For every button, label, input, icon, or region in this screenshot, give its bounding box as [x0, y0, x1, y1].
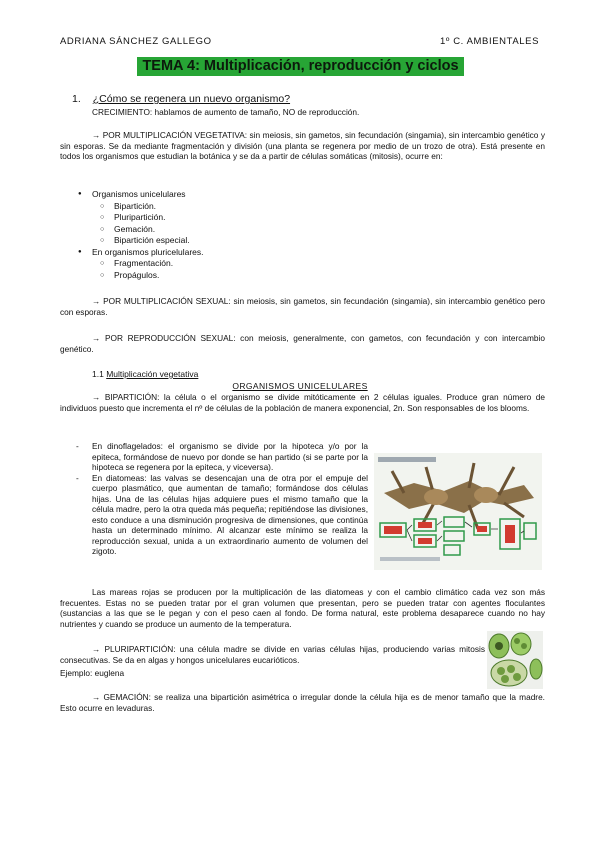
subsection-heading	[92, 369, 198, 379]
sexual-multiplication-paragraph: → POR MULTIPLICACIÓN SEXUAL: sin meiosis, sin gametos, sin fecundación (singamia), sin intercambio genético pero con esporas.	[60, 296, 545, 317]
page-title: TEMA 4: Multiplicación, reproducción y ciclos	[137, 57, 464, 76]
pluriparticion-figure	[487, 631, 543, 689]
crecimiento-text: CRECIMIENTO: hablamos de aumento de tamaño, NO de reproducción.	[92, 107, 360, 117]
list-subitem: ○ Bipartición.	[100, 201, 378, 213]
pluriparticion-paragraph: → PLURIPARTICIÓN: una célula madre se divide en varias células hijas, produciendo varias mitosis consecutivas. Se da en algas y hongos unicelulares eucarióticos.	[60, 644, 485, 665]
subsection-number: 1.1	[92, 369, 104, 379]
gemacion-paragraph: → GEMACIÓN: se realiza una bipartición asimétrica o irregular donde la célula hija es de menor tamaño que la madre. Esto ocurre en levaduras.	[60, 692, 545, 713]
course-name: 1º C. AMBIENTALES	[440, 36, 540, 47]
list-subitem: ○ Bipartición especial.	[100, 235, 378, 247]
dash-list	[76, 441, 368, 557]
subsection-title: Multiplicación vegetativa	[106, 369, 199, 379]
list-subitem: ○ Propágulos.	[100, 270, 378, 282]
sexual-reproduction-paragraph: → POR REPRODUCCIÓN SEXUAL: con meiosis, generalmente, con gametos, con fecundación y con intercambio genético.	[60, 333, 545, 354]
mareas-rojas-paragraph: Las mareas rojas se producen por la multiplicación de las diatomeas y con el cambio climático cada vez son más frecuentes. Estas no se pueden tratar por el gran volumen que presentan, pero se pueden tratar con agentes floculantes (sustancias a las que se le pegan y con el peso caen al fondo. De forma natural, este problema desaparece cuando no hay nutrientes y cuando se produce un aumento de la temperatura.	[60, 587, 545, 629]
dinoflagelados-item: - En dinoflagelados: el organismo se divide por la hipoteca y/o por la epiteca, formándose de nuevo por donde se han partido (si se parte por la hipoteca se regenera por la epiteca, y viceversa).	[76, 441, 368, 473]
list-item-pluricelulares: ● En organismos pluricelulares.	[78, 247, 378, 259]
list-item-unicelulares: ● Organismos unicelulares	[78, 189, 378, 201]
biparticion-paragraph: → BIPARTICIÓN: la célula o el organismo se divide mitóticamente en 2 células iguales. Produce gran número de individuos puesto que incrementa el nº de células de la población de manera exponencial, 2n. Son responsables de los blooms.	[60, 392, 545, 413]
unicelulares-heading: ORGANISMOS UNICELULARES	[232, 381, 368, 391]
list-subitem: ○ Pluripartición.	[100, 212, 378, 224]
diatomeas-item: - En diatomeas: las valvas se desencajan una de otra por el empuje del cuerpo plasmático, que aumentan de tamaño; formándose dos células hijas. Una de las células hijas adquiere pues el mismo tamaño que la célula madre, pero la otra queda más pequeña; repitiéndose las divisiones, esto conduce a una disminución progresiva de dimensiones, que continúa hasta un determinado mínimo. Al alcanzar este mínimo se realiza la reproducción sexual, unida a un extraordinario aumento de volumen del zigoto.	[76, 473, 368, 557]
question-text: ¿Cómo se regenera un nuevo organismo?	[92, 93, 291, 105]
pluriparticion-example: Ejemplo: euglena	[60, 668, 125, 678]
list-subitem: ○ Gemación.	[100, 224, 378, 236]
diatom-division-figure	[374, 453, 542, 570]
figure-label-bar	[378, 457, 436, 462]
vegetativa-paragraph: → POR MULTIPLICACIÓN VEGETATIVA: sin meiosis, sin gametos, sin fecundación (singamia), sin intercambio genético y sin esporas. Se da mediante fragmentación y división (una planta se regenera por medio de un trozo de otra). Está presente en todos los organismos que estudian la botánica y se da a partir de células somáticas (mitosis), ocurre en:	[60, 130, 545, 161]
author-name: ADRIANA SÁNCHEZ GALLEGO	[60, 36, 212, 47]
question-heading	[72, 93, 290, 105]
question-number: 1.	[72, 93, 81, 105]
reproduction-list	[78, 189, 378, 281]
list-subitem: ○ Fragmentación.	[100, 258, 378, 270]
